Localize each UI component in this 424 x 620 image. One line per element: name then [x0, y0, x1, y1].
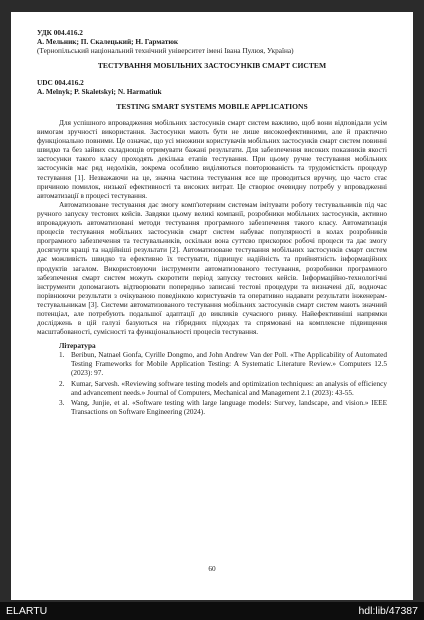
title-uk: ТЕСТУВАННЯ МОБІЛЬНИХ ЗАСТОСУНКІВ СМАРТ СИСТЕМ — [97, 61, 327, 70]
repository-name: ELARTU — [6, 605, 48, 617]
udc-en: UDC 004.416.2 — [37, 78, 84, 87]
references-heading: Література — [59, 341, 96, 351]
paragraph-1: Для успішного впровадження мобільних застосунків смарт систем важливо, щоб вони відповідали усім вимогам зручності використання. Застосунки мають бути не лише високоефективними, але й практично функціонально повними. Це означає, що усі множини користувачів мобільних застосунків смарт систем повинні швидко та без зайвих складнощів отримувати бажані результати. Для забезпечення високих показників якості застосунки такого класу проходять декілька етапів тестування. При цьому ручне тестування мобільних застосунків має ряд недоліків, зокрема особливо виділяються повторюваність та трудомісткість процедур тестування [1]. Незважаючи на це, значна частина тестування все ще проводиться вручну, що часто стає причиною помилок, низької ефективності та високих витрат. Це створює очевидну потребу у впровадженні автоматизації в процесі тестування. — [37, 119, 387, 200]
document-page — [11, 12, 413, 600]
reference-item — [59, 380, 387, 398]
reference-text: Kumar, Sarvesh. «Reviewing software testing models and optimization techniques: an analysis of efficiency and advancement needs.» Journal of Computers, Mechanical and Management 2.1 (2023): 43-55. — [71, 379, 387, 397]
reference-text: Beribun, Natnael Gonfa, Cyrille Dongmo, and John Andrew Van der Poll. «The Applicability of Automated Testing Frameworks for Mobile Application Testing: A Systematic Literature Review.» Computers 12.5 (2023): 97. — [71, 351, 387, 378]
handle-identifier: hdl:lib/47387 — [358, 605, 418, 617]
paragraph-2: Автоматизоване тестування дає змогу комп'ютерним системам імітувати роботу тестувальників під час ручного запуску тестових кейсів. Завдяки цьому великі компанії, розробники мобільних застосунків, активно впроваджують автоматизовані методи тестування програмного забезпечення такого класу. Автоматизація процесів тестування мобільних застосунків смарт систем набуває популярності в колах розробників програмного забезпечення та тестувальників, оскільки вона суттєво прискорює робочі процеси та дає змогу досягнути кращі та надійніші результати [2]. Автоматизоване тестування мобільних застосунків смарт систем дає можливість швидко та ефективно їх тестувати, підвищує надійність та прийнятність інформаційних продуктів загалом. Використовуючи інструменти автоматизованого тестування, розробники програмного забезпечення смарт систем можуть скоротити період запуску тестових кейсів. Інформаційно-технологічні інструменти допомагають відтворювати попередньо записані тестові процедури та визначені дії, водночас порівнюючи результати з очікуваною поведінкою користувачів та оперативно надавати результати інженерам-тестувальникам [3]. Системи автоматизованого тестування мобільних застосунків смарт систем мають значний потенціал, але потребують подальшої адаптації до викликів сучасного ринку. Найефективніші напрямки досліджень в цій галузі базуються на гібридних підходах та спрямовані на комплексне підвищення масштабованості, сумісності та функціональності процесів тестування. — [37, 200, 387, 337]
body-text — [37, 119, 387, 337]
title-en: TESTING SMART SYSTEMS MOBILE APPLICATIONS — [116, 102, 308, 111]
reference-item — [59, 351, 387, 378]
authors-uk: А. Мельник; П. Скалецький; Н. Гарматюк — [37, 37, 179, 46]
reference-number: 3. — [59, 398, 65, 407]
repository-footer — [0, 602, 424, 620]
reference-item — [59, 399, 387, 417]
authors-en: A. Melnyk; P. Skaletskyi; N. Harmatiuk — [37, 87, 162, 96]
udc-uk: УДК 004.416.2 — [37, 28, 83, 37]
reference-number: 1. — [59, 351, 65, 360]
references-list — [37, 351, 387, 417]
reference-text: Wang, Junjie, et al. «Software testing with large language models: Survey, landscape, and vision.» IEEE Transactions on Software Engineering (2024). — [71, 398, 387, 416]
page-number: 60 — [208, 564, 216, 573]
affiliation-uk: (Тернопільський національний технічний університет імені Івана Пулюя, Україна) — [37, 46, 294, 55]
reference-number: 2. — [59, 379, 65, 388]
